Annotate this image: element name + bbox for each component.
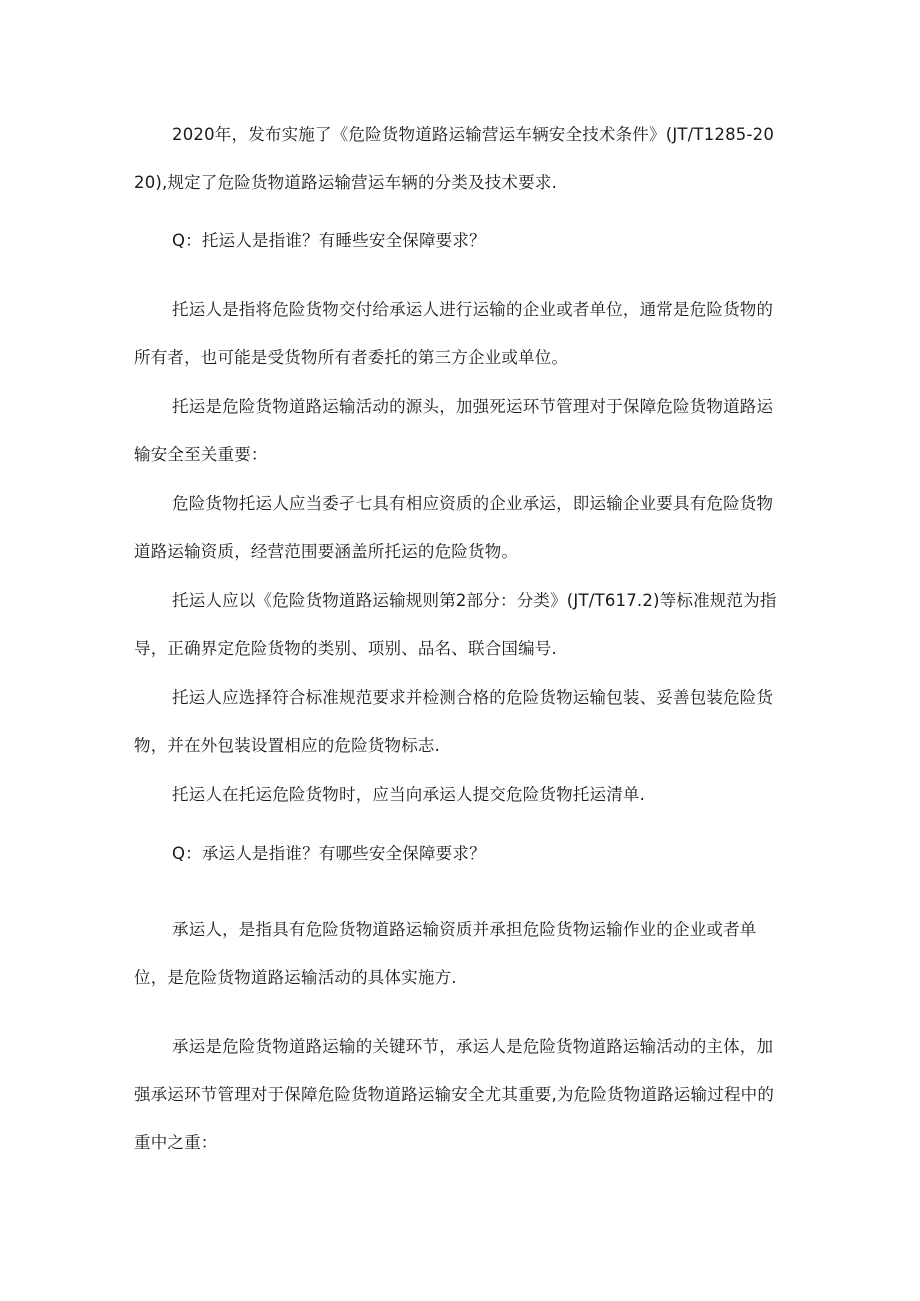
paragraph-packaging: 托运人应选择符合标准规范要求并检测合格的危险货物运输包装、妥善包装危险货物，并在外包装设置相应的危险货物标志.: [134, 688, 774, 755]
paragraph-classification: 托运人应以《危险货物道路运输规则第2部分：分类》(JT/T617.2)等标准规范为指导，正确界定危险货物的类别、项别、品名、联合国编号.: [134, 591, 777, 658]
question-shipper: Q：托运人是指谁？有睡些安全保障要求？: [172, 231, 486, 250]
paragraph-shipper-definition: 托运人是指将危险货物交付给承运人进行运输的企业或者单位，通常是危险货物的所有者，也可能是受货物所有者委托的第三方企业或单位。: [134, 300, 774, 367]
paragraph-consignment-source: 托运是危险货物道路运输活动的源头，加强死运环节管理对于保障危险货物道路运输安全至关重要：: [134, 397, 774, 464]
paragraph-carriage-key-link: 承运是危险货物道路运输的关键环节，承运人是危险货物道路运输活动的主体，加强承运环节管理对于保障危险货物道路运输安全尤其重要,为危险货物道路运输过程中的重中之重：: [134, 1037, 775, 1152]
paragraph-standard-release: 2020年，发布实施了《危险货物道路运输营运车辆安全技术条件》(JT/T1285-2020),规定了危险货物道路运输营运车辆的分类及技术要求.: [134, 125, 775, 192]
paragraph-qualified-carrier: 危险货物托运人应当委孑七具有相应资质的企业承运，即运输企业要具有危险货物道路运输资质，经营范围要涵盖所托运的危险货物。: [134, 494, 774, 561]
paragraph-consignment-list: 托运人在托运危险货物时，应当向承运人提交危险货物托运清单.: [172, 785, 646, 804]
paragraph-carrier-definition: 承运人，是指具有危险货物道路运输资质并承担危险货物运输作业的企业或者单位，是危险货物道路运输活动的具体实施方.: [134, 920, 757, 987]
question-carrier: Q：承运人是指谁？有哪些安全保障要求？: [172, 844, 486, 863]
